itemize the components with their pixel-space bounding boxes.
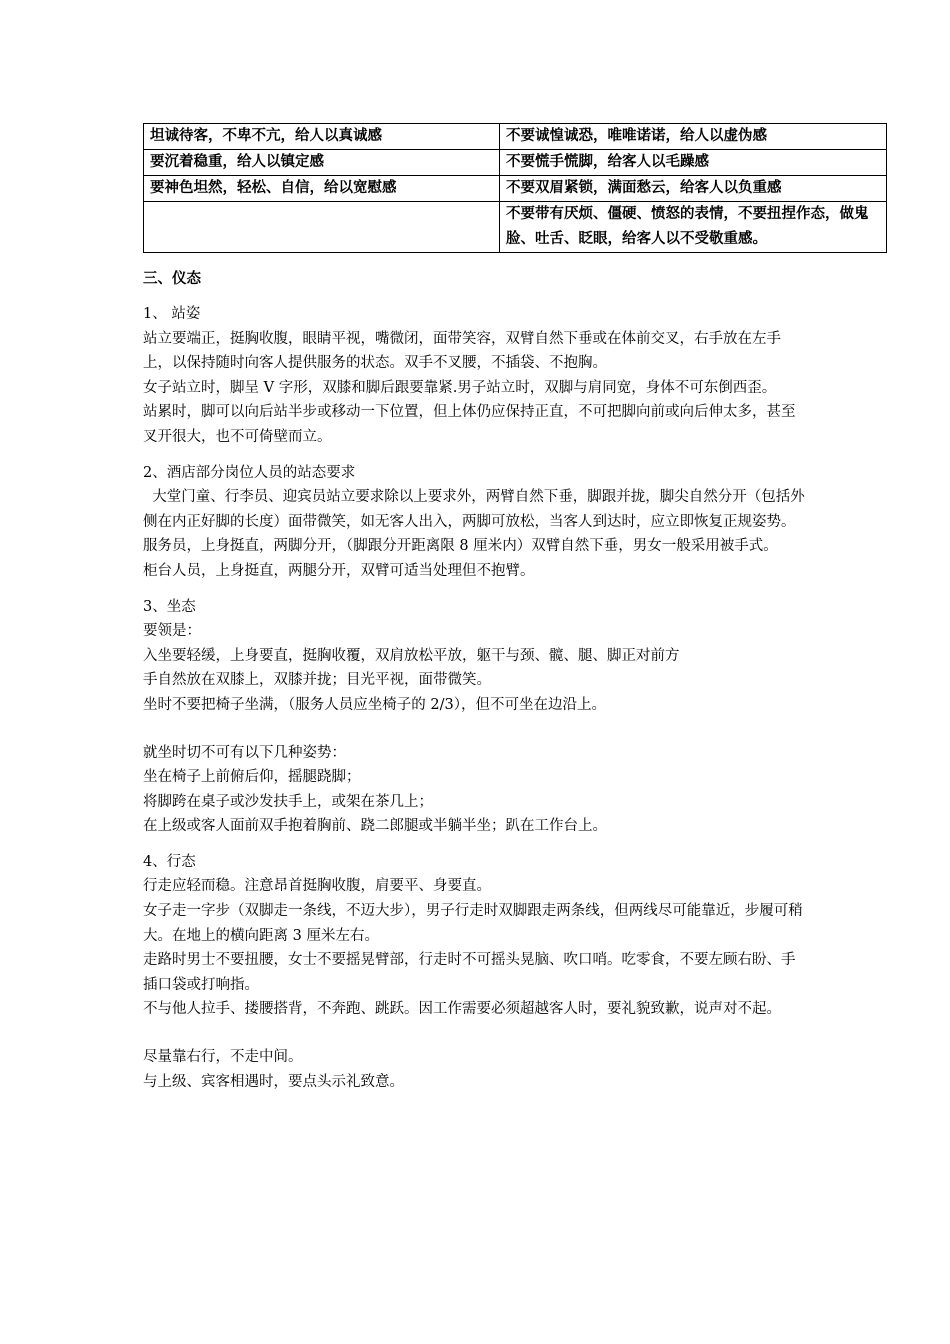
table-row [144, 176, 887, 202]
table-cell-do [144, 202, 500, 253]
table-cell-dont: 不要双眉紧锁，满面愁云，给客人以负重感 [500, 176, 887, 202]
paragraph: 在上级或客人面前双手抱着胸前、跷二郎腿或半躺半坐；趴在工作台上。 [143, 818, 607, 835]
table-cell-dont: 不要慌手慌脚，给客人以毛躁感 [500, 150, 887, 176]
paragraph: 与上级、宾客相遇时，要点头示礼致意。 [143, 1073, 404, 1090]
table-row [144, 124, 887, 150]
paragraph: 走路时男士不要扭腰，女士不要摇晃臂部，行走时不可摇头晃脑、吹口哨。吃零食，不要左顾右盼、手插口袋或打响指。 [143, 952, 796, 993]
table-row [144, 150, 887, 176]
body-content [143, 291, 808, 1094]
subsection-heading-sitting: 3、坐态 [143, 598, 196, 615]
table-cell-dont: 不要诚惶诚恐，唯唯诺诺，给人以虚伪感 [500, 124, 887, 150]
paragraph: 站累时，脚可以向后站半步或移动一下位置，但上体仍应保持正直，不可把脚向前或向后伸太多，甚至叉开很大，也不可倚壁而立。 [143, 404, 796, 445]
table-cell-do: 要神色坦然，轻松、自信，给以宽慰感 [144, 176, 500, 202]
paragraph: 大堂门童、行李员、迎宾员站立要求除以上要求外，两臂自然下垂，脚跟并拢，脚尖自然分开（包括外侧在内正好脚的长度）面带微笑，如无客人出入，两脚可放松，当客人到达时，应立即恢复正规姿势。 [143, 489, 805, 530]
subsection-heading-post-standing: 2、酒店部分岗位人员的站态要求 [143, 464, 356, 481]
comparison-table [143, 123, 887, 253]
paragraph: 站立要端正，挺胸收腹，眼睛平视，嘴微闭，面带笑容，双臂自然下垂或在体前交叉，右手放在左手上，以保持随时向客人提供服务的状态。双手不叉腰，不插袋、不抱胸。 [143, 330, 781, 372]
paragraph: 柜台人员，上身挺直，两腿分开，双臂可适当处理但不抱臂。 [143, 562, 535, 579]
document-page [143, 123, 887, 1094]
paragraph: 服务员，上身挺直，两脚分开，（脚跟分开距离限 8 厘米内）双臂自然下垂，男女一般采用被手式。 [143, 538, 778, 555]
paragraph: 就坐时切不可有以下几种姿势： [143, 744, 346, 761]
paragraph: 将脚跨在桌子或沙发扶手上，或架在茶几上； [143, 793, 433, 810]
table-cell-dont: 不要带有厌烦、僵硬、愤怒的表情，不要扭捏作态，做鬼脸、吐舌、眨眼，给客人以不受敬重感。 [500, 202, 887, 253]
paragraph: 坐在椅子上前俯后仰，摇腿跷脚； [143, 769, 361, 786]
paragraph: 女子走一字步（双脚走一条线，不迈大步），男子行走时双脚跟走两条线，但两线尽可能靠近，步履可稍大。在地上的横向距离 3 厘米左右。 [143, 903, 803, 944]
subsection-heading-standing: 1、 站姿 [143, 306, 201, 322]
paragraph: 不与他人拉手、搂腰搭背，不奔跑、跳跃。因工作需要必须超越客人时，要礼貌致歉，说声对不起。 [143, 1001, 781, 1018]
paragraph: 入坐要轻缓，上身要直，挺胸收覆，双肩放松平放，躯干与颈、髋、腿、脚正对前方 [143, 647, 680, 664]
subsection-heading-walking: 4、行态 [143, 853, 196, 870]
paragraph: 要领是： [143, 623, 201, 640]
table-row [144, 202, 887, 253]
section-title: 三、仪态 [143, 271, 201, 287]
paragraph: 手自然放在双膝上，双膝并拢；目光平视，面带微笑。 [143, 672, 491, 689]
table-cell-do: 要沉着稳重，给人以镇定感 [144, 150, 500, 176]
paragraph: 尽量靠右行，不走中间。 [143, 1049, 303, 1066]
paragraph: 女子站立时，脚呈 V 字形，双膝和脚后跟要靠紧.男子站立时，双脚与肩同宽，身体不可东倒西歪。 [143, 379, 777, 396]
table-cell-do: 坦诚待客，不卑不亢，给人以真诚感 [144, 124, 500, 150]
paragraph: 行走应轻而稳。注意昂首挺胸收腹，肩要平、身要直。 [143, 878, 491, 895]
paragraph: 坐时不要把椅子坐满，（服务人员应坐椅子的 2/3），但不可坐在边沿上。 [143, 696, 606, 713]
